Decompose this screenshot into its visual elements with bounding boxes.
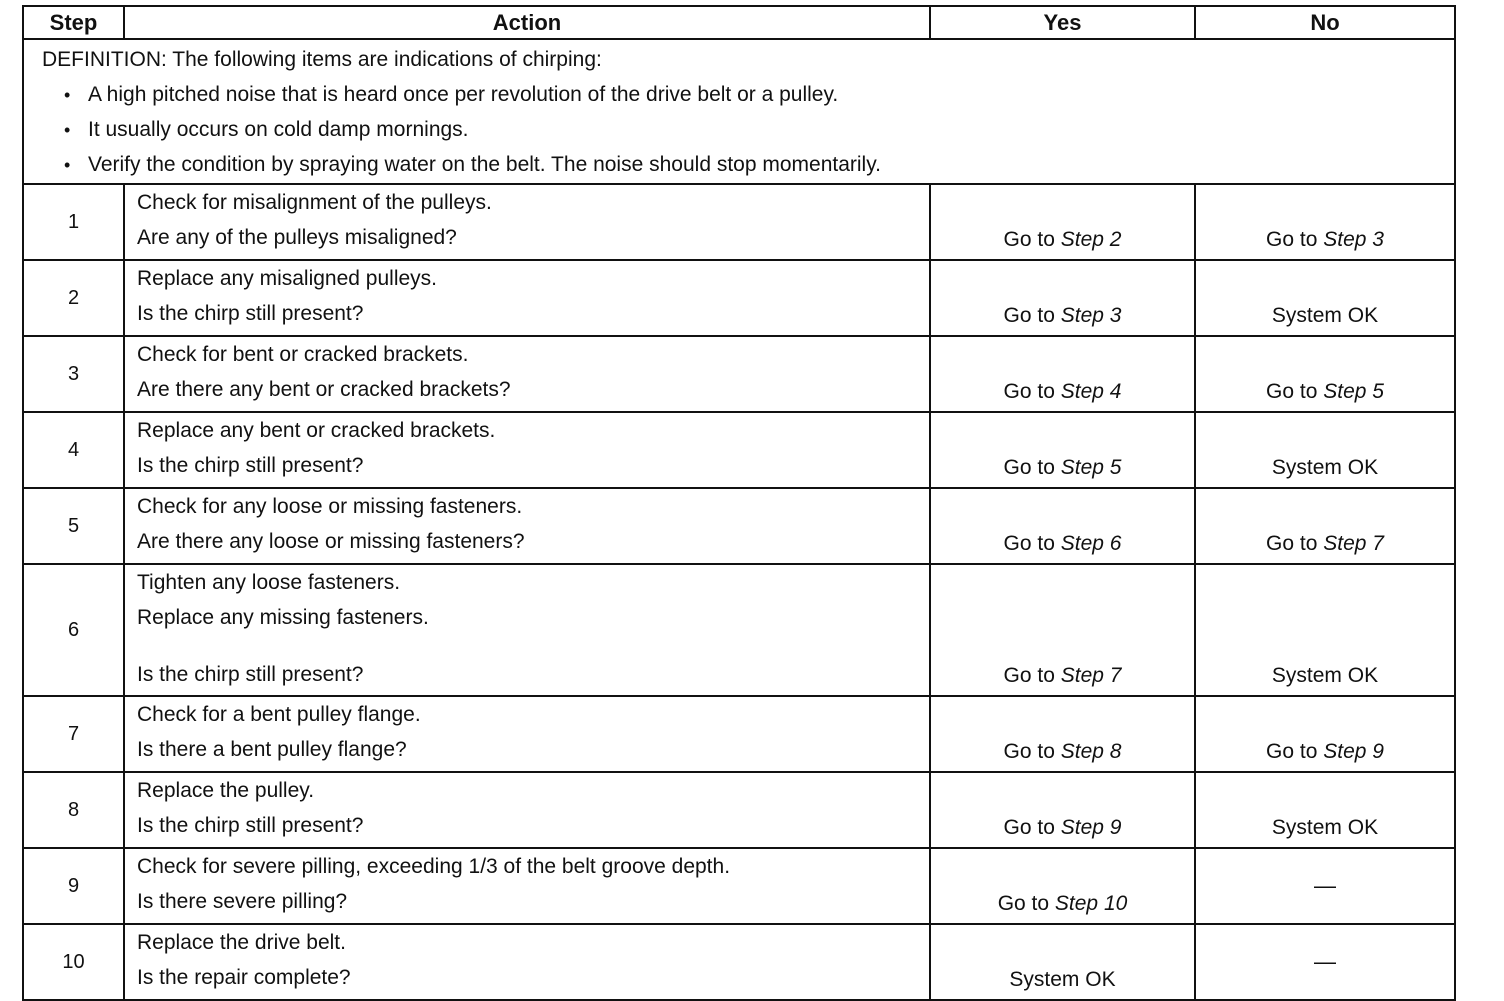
no-result-text: System OK [1271, 456, 1379, 479]
no-result [1196, 222, 1454, 257]
table-row [23, 772, 1455, 848]
yes-result [931, 450, 1194, 485]
no-result [1196, 374, 1454, 409]
bullet-dot-icon: • [64, 120, 71, 140]
action-instruction: Check for bent or cracked brackets. [137, 343, 469, 366]
step-number: 3 [23, 336, 124, 412]
yes-result-prefix: Go to [1003, 380, 1055, 403]
yes-result-cell [930, 260, 1195, 336]
no-result-prefix: Go to [1266, 740, 1318, 763]
action-instruction: Check for severe pilling, exceeding 1/3 of the belt groove depth. [137, 855, 731, 878]
action-instruction: Tighten any loose fasteners. [137, 571, 401, 594]
yes-result-cell [930, 488, 1195, 564]
yes-result [931, 658, 1194, 693]
definition-bullet [42, 77, 1454, 112]
step-number: 7 [23, 696, 124, 772]
no-result [1196, 450, 1454, 485]
no-result-cell [1195, 184, 1455, 260]
diagnostic-table [22, 5, 1456, 1001]
header-action: Action [124, 6, 930, 39]
no-result-cell [1195, 696, 1455, 772]
action-spacer [137, 635, 929, 657]
no-result [1196, 734, 1454, 769]
step-number: 5 [23, 488, 124, 564]
yes-result-prefix: Go to [1003, 228, 1055, 251]
yes-step-link[interactable]: Step 4 [1060, 380, 1122, 403]
action-cell [124, 336, 930, 412]
action-cell [124, 924, 930, 1000]
action-question: Are there any loose or missing fasteners? [137, 530, 525, 553]
header-yes: Yes [930, 6, 1195, 39]
yes-result-prefix: Go to [1003, 532, 1055, 555]
action-instruction: Check for a bent pulley flange. [137, 703, 421, 726]
yes-result-prefix: Go to [1003, 304, 1055, 327]
no-result-cell [1195, 564, 1455, 696]
action-instruction: Replace any missing fasteners. [137, 606, 429, 629]
diagnostic-table-sheet [22, 5, 1454, 991]
action-question: Are there any bent or cracked brackets? [137, 378, 511, 401]
action-question: Is the chirp still present? [137, 454, 364, 477]
table-row [23, 696, 1455, 772]
yes-result [931, 374, 1194, 409]
action-cell [124, 260, 930, 336]
yes-result-prefix: Go to [1003, 816, 1055, 839]
definition-cell [23, 39, 1455, 184]
yes-result-prefix: Go to [1003, 664, 1055, 687]
action-question: Is the chirp still present? [137, 814, 364, 837]
definition-bullet [42, 147, 1454, 182]
no-step-link[interactable]: Step 9 [1323, 740, 1384, 763]
table-row [23, 924, 1455, 1000]
no-result-text: System OK [1271, 304, 1379, 327]
definition-bullet [42, 112, 1454, 147]
action-cell [124, 412, 930, 488]
yes-result [931, 298, 1194, 333]
step-number: 4 [23, 412, 124, 488]
yes-step-link[interactable]: Step 5 [1060, 456, 1122, 479]
action-question: Is the repair complete? [137, 966, 351, 989]
no-step-link[interactable]: Step 7 [1323, 532, 1384, 555]
no-result [1196, 658, 1454, 693]
yes-result [931, 734, 1194, 769]
no-step-link[interactable]: Step 3 [1323, 228, 1384, 251]
action-cell [124, 696, 930, 772]
definition-bullet-text: It usually occurs on cold damp mornings. [88, 118, 469, 141]
action-instruction: Replace any misaligned pulleys. [137, 267, 437, 290]
yes-step-link[interactable]: Step 2 [1060, 228, 1122, 251]
no-result-dash: — [1314, 873, 1336, 898]
no-result-prefix: Go to [1266, 228, 1318, 251]
action-cell [124, 564, 930, 696]
table-row [23, 412, 1455, 488]
action-question: Is the chirp still present? [137, 302, 364, 325]
yes-step-link[interactable]: Step 7 [1060, 664, 1122, 687]
table-row [23, 564, 1455, 696]
no-result-cell [1195, 488, 1455, 564]
action-instruction: Check for misalignment of the pulleys. [137, 191, 492, 214]
yes-step-link[interactable]: Step 10 [1054, 892, 1128, 915]
table-row [23, 184, 1455, 260]
no-result-text: System OK [1271, 816, 1379, 839]
action-question: Are any of the pulleys misaligned? [137, 226, 457, 249]
action-cell [124, 488, 930, 564]
table-row [23, 260, 1455, 336]
action-instruction: Replace the pulley. [137, 779, 315, 802]
yes-result [931, 810, 1194, 845]
yes-result-prefix: Go to [1003, 740, 1055, 763]
table-row [23, 488, 1455, 564]
yes-result-cell [930, 924, 1195, 1000]
definition-intro: DEFINITION: The following items are indications of chirping: [42, 48, 602, 71]
yes-result [931, 962, 1194, 997]
no-result [1196, 810, 1454, 845]
action-cell [124, 772, 930, 848]
no-result-cell [1195, 336, 1455, 412]
yes-step-link[interactable]: Step 6 [1060, 532, 1122, 555]
yes-step-link[interactable]: Step 9 [1060, 816, 1122, 839]
no-result-prefix: Go to [1266, 380, 1318, 403]
definition-row [23, 39, 1455, 184]
definition-bullet-text: Verify the condition by spraying water on the belt. The noise should stop momentarily. [88, 153, 881, 176]
action-question: Is there severe pilling? [137, 890, 348, 913]
no-result-prefix: Go to [1266, 532, 1318, 555]
yes-result-cell [930, 848, 1195, 924]
no-result-cell [1195, 848, 1455, 924]
no-result-dash: — [1314, 949, 1336, 974]
action-instruction: Replace any bent or cracked brackets. [137, 419, 496, 442]
header-no: No [1195, 6, 1455, 39]
yes-result [931, 886, 1194, 921]
header-row [23, 6, 1455, 39]
action-cell [124, 184, 930, 260]
header-step: Step [23, 6, 124, 39]
no-result-cell [1195, 924, 1455, 1000]
bullet-dot-icon: • [64, 155, 71, 175]
no-result-text: System OK [1271, 664, 1379, 687]
action-instruction: Check for any loose or missing fasteners. [137, 495, 523, 518]
yes-result-cell [930, 184, 1195, 260]
yes-result [931, 526, 1194, 561]
step-number: 6 [23, 564, 124, 696]
yes-result-text: System OK [1009, 968, 1116, 991]
step-number: 8 [23, 772, 124, 848]
table-row [23, 336, 1455, 412]
action-question: Is the chirp still present? [137, 663, 364, 686]
definition-bullet-text: A high pitched noise that is heard once per revolution of the drive belt or a pulley. [88, 83, 839, 106]
no-result-cell [1195, 772, 1455, 848]
no-result-cell [1195, 260, 1455, 336]
yes-result-cell [930, 696, 1195, 772]
action-instruction: Replace the drive belt. [137, 931, 346, 954]
step-number: 9 [23, 848, 124, 924]
step-number: 2 [23, 260, 124, 336]
action-cell [124, 848, 930, 924]
no-result [1196, 298, 1454, 333]
yes-result-cell [930, 336, 1195, 412]
no-step-link[interactable]: Step 5 [1323, 380, 1384, 403]
yes-result-cell [930, 772, 1195, 848]
table-row [23, 848, 1455, 924]
yes-result [931, 222, 1194, 257]
yes-step-link[interactable]: Step 8 [1060, 740, 1122, 763]
no-result [1196, 526, 1454, 561]
yes-result-cell [930, 412, 1195, 488]
yes-result-prefix: Go to [1003, 456, 1055, 479]
action-question: Is there a bent pulley flange? [137, 738, 407, 761]
step-number: 10 [23, 924, 124, 1000]
yes-result-prefix: Go to [997, 892, 1050, 915]
yes-step-link[interactable]: Step 3 [1060, 304, 1122, 327]
no-result-cell [1195, 412, 1455, 488]
bullet-dot-icon: • [64, 85, 71, 105]
yes-result-cell [930, 564, 1195, 696]
step-number: 1 [23, 184, 124, 260]
